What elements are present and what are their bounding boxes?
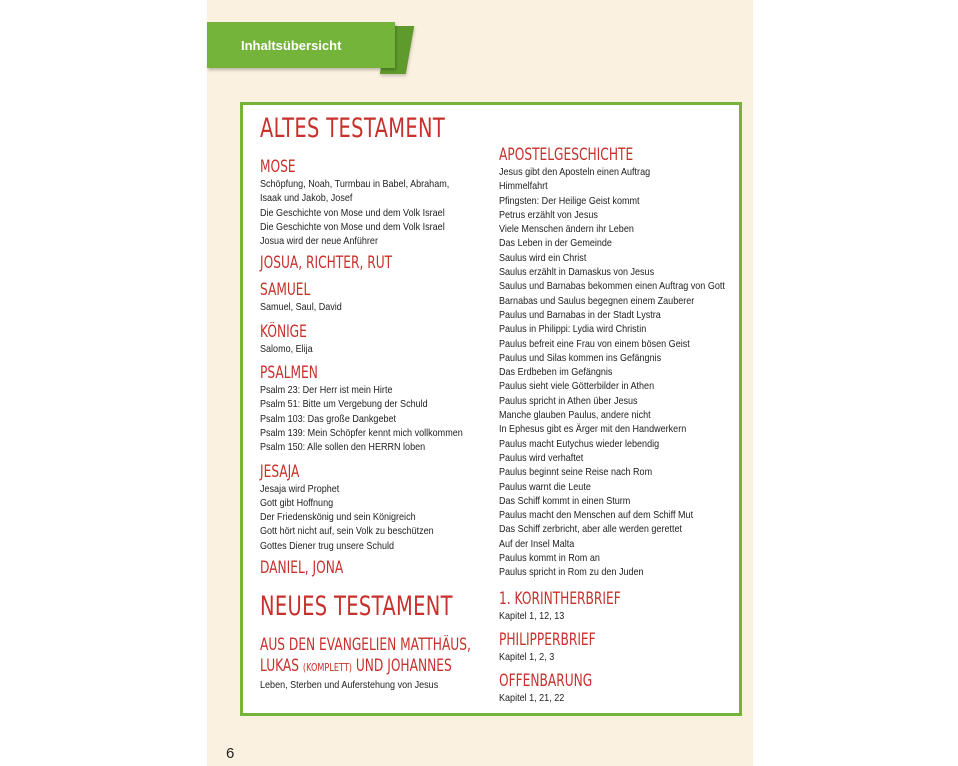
list-item: Jesaja wird Prophet	[260, 482, 340, 495]
list-item: Psalm 150: Alle sollen den HERRN loben	[260, 441, 426, 454]
list-item: Saulus wird ein Christ	[499, 251, 587, 264]
list-item: Salomo, Elija	[260, 342, 313, 355]
jesaja-heading: JESAJA	[260, 461, 300, 481]
evangelien-heading-line2	[260, 655, 452, 678]
list-item: Josua wird der neue Anführer	[260, 235, 378, 248]
list-item: Saulus erzählt in Damaskus von Jesus	[499, 266, 655, 279]
list-item: Gottes Diener trug unsere Schuld	[260, 539, 395, 552]
list-item: Paulus in Philippi: Lydia wird Christin	[499, 323, 647, 336]
list-item: Jesus gibt den Aposteln einen Auftrag	[499, 166, 651, 178]
list-item: Das Schiff kommt in einen Sturm	[499, 494, 631, 507]
evangelien-heading-line1: AUS DEN EVANGELIEN MATTHÄUS,	[260, 635, 471, 655]
list-item: Psalm 139: Mein Schöpfer kennt mich vollkommen	[260, 426, 463, 439]
list-item: Die Geschichte von Mose und dem Volk Israel	[260, 220, 445, 233]
list-item: Das Erdbeben im Gefängnis	[499, 366, 613, 379]
list-item: Paulus warnt die Leute	[499, 480, 591, 493]
list-item: Manche glauben Paulus, andere nicht	[499, 409, 651, 422]
list-item: Himmelfahrt	[499, 180, 548, 193]
list-item: Paulus spricht in Athen über Jesus	[499, 394, 638, 407]
list-item: Kapitel 1, 21, 22	[499, 692, 565, 705]
section-tab	[207, 22, 395, 68]
daniel-heading: DANIEL, JONA	[260, 558, 344, 578]
list-item: Gott hört nicht auf, sein Volk zu beschützen	[260, 525, 434, 538]
evangelien-heading-part: UND JOHANNES	[351, 656, 452, 676]
page-number: 6	[226, 745, 235, 762]
list-item: Paulus wird verhaftet	[499, 451, 584, 464]
list-item: Barnabas und Saulus begegnen einem Zauberer	[499, 294, 695, 307]
apostelgeschichte-heading: APOSTELGESCHICHTE	[499, 145, 634, 164]
list-item: Paulus befreit eine Frau von einem bösen Geist	[499, 337, 690, 350]
list-item: In Ephesus gibt es Ärger mit den Handwerkern	[499, 423, 687, 436]
list-item: Paulus und Silas kommen ins Gefängnis	[499, 351, 662, 364]
offenbarung-heading: OFFENBARUNG	[499, 671, 593, 691]
list-item: Leben, Sterben und Auferstehung von Jesus	[260, 679, 439, 692]
list-item: Paulus und Barnabas in der Stadt Lystra	[499, 308, 661, 321]
list-item: Psalm 103: Das große Dankgebet	[260, 412, 397, 425]
old-testament-heading: ALTES TESTAMENT	[260, 113, 446, 144]
koenige-heading: KÖNIGE	[260, 321, 307, 341]
list-item: Schöpfung, Noah, Turmbau in Babel, Abraham, Isaak und Jakob, Josef	[260, 178, 450, 205]
list-item: Pfingsten: Der Heilige Geist kommt	[499, 194, 640, 207]
list-item: Saulus und Barnabas bekommen einen Auftrag von Gott	[499, 280, 725, 293]
right-column	[499, 140, 739, 706]
list-item: Psalm 23: Der Herr ist mein Hirte	[260, 384, 393, 397]
list-item: Kapitel 1, 2, 3	[499, 650, 555, 663]
psalmen-heading: PSALMEN	[260, 363, 318, 383]
list-item: Psalm 51: Bitte um Vergebung der Schuld	[260, 398, 428, 411]
section-tab-label: Inhaltsübersicht	[241, 38, 342, 53]
mose-heading: MOSE	[260, 157, 296, 176]
left-column	[260, 112, 490, 692]
list-item: Paulus sieht viele Götterbilder in Athen	[499, 380, 655, 393]
list-item: Auf der Insel Malta	[499, 537, 575, 550]
evangelien-heading-part: LUKAS	[260, 656, 303, 676]
list-item: Der Friedenskönig und sein Königreich	[260, 511, 416, 524]
list-item: Paulus macht Eutychus wieder lebendig	[499, 437, 660, 450]
list-item: Paulus spricht in Rom zu den Juden	[499, 566, 644, 579]
list-item: Samuel, Saul, David	[260, 301, 342, 314]
samuel-heading: SAMUEL	[260, 280, 311, 300]
list-item: Petrus erzählt von Jesus	[499, 208, 598, 221]
list-item: Die Geschichte von Mose und dem Volk Israel	[260, 206, 445, 219]
korintherbrief-heading: 1. KORINTHERBRIEF	[499, 588, 621, 608]
philipperbrief-heading: PHILIPPERBRIEF	[499, 629, 596, 649]
list-item: Das Schiff zerbricht, aber alle werden gerettet	[499, 523, 683, 536]
list-item: Paulus beginnt seine Reise nach Rom	[499, 466, 653, 479]
list-item: Paulus macht den Menschen auf dem Schiff Mut	[499, 509, 694, 522]
list-item: Paulus kommt in Rom an	[499, 552, 600, 565]
list-item: Das Leben in der Gemeinde	[499, 237, 612, 250]
evangelien-heading-note: (KOMPLETT)	[302, 661, 352, 675]
new-testament-heading: NEUES TESTAMENT	[260, 591, 453, 623]
apostelgeschichte-list	[499, 165, 739, 580]
list-item: Kapitel 1, 12, 13	[499, 609, 565, 622]
list-item: Viele Menschen ändern ihr Leben	[499, 223, 634, 236]
list-item: Gott gibt Hoffnung	[260, 496, 334, 509]
josua-heading: JOSUA, RICHTER, RUT	[260, 253, 393, 273]
